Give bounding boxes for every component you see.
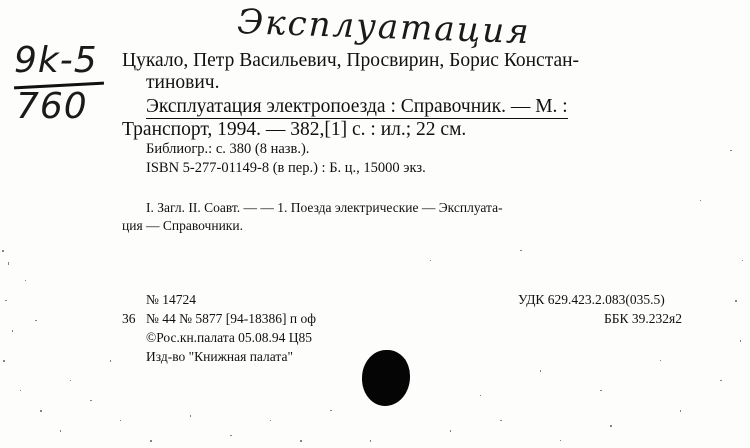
book-chamber-line: ©Рос.кн.палата 05.08.94 Ц85 (146, 330, 313, 345)
publisher-line: Изд-во "Книжная палата" (146, 349, 293, 364)
card-number: № 14724 (146, 292, 197, 307)
card-line: № 44 № 5877 [94-18386] п оф (146, 311, 316, 326)
bibliography-note: Библиогр.: с. 380 (8 назв.). (146, 141, 310, 157)
card-prefix: 36 (122, 311, 136, 326)
subjects-line-2: ция — Справочники. (122, 218, 243, 233)
handwritten-shelfmark-top: 9k-5 (14, 40, 98, 81)
bbk-code: ББК 39.232я2 (604, 311, 682, 326)
title-text: Эксплуатация электропоезда : Справочник. — М. : (146, 96, 568, 117)
title-line (146, 96, 568, 118)
authors-line-2: тинович. (146, 72, 220, 93)
imprint-line: Транспорт, 1994. — 382,[1] с. : ил.; 22 см. (122, 119, 467, 140)
ink-blot-speck (398, 358, 406, 366)
subjects-line-1: I. Загл. II. Соавт. — — 1. Поезда электрические — Эксплуата- (146, 200, 503, 215)
authors-line-1: Цукало, Петр Васильевич, Просвирин, Борис Констан- (122, 50, 580, 71)
handwritten-shelfmark-bottom: 760 (16, 86, 88, 127)
udc-code: УДК 629.423.2.083(035.5) (518, 292, 665, 307)
isbn-line: ISBN 5-277-01149-8 (в пер.) : Б. ц., 15000 экз. (146, 160, 426, 176)
handwritten-title: Эксплуатация (236, 2, 532, 53)
